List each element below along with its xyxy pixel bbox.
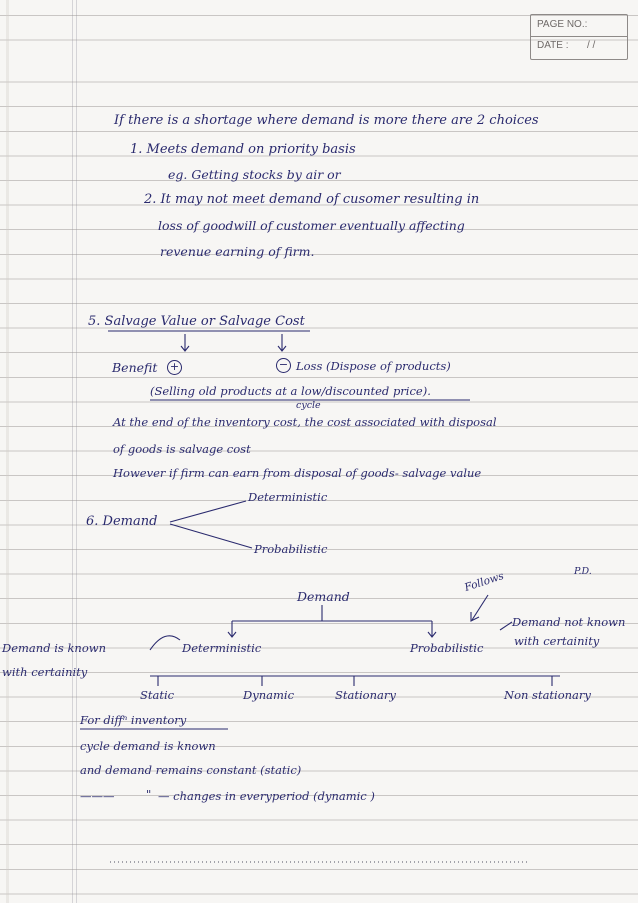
salvage-line-3: However if firm can earn from disposal of goods- salvage value [113, 466, 482, 480]
follows-arrow [472, 595, 488, 620]
note-line-4-quote: " [146, 787, 152, 801]
selling-note: (Selling old products at a low/discounted price). [150, 384, 431, 398]
cycle-insert: cycle [296, 400, 321, 411]
tree-stationary: Stationary [335, 688, 396, 702]
loss-label: Loss (Dispose of products) [296, 359, 451, 373]
demand-label: 6. Demand [86, 514, 158, 529]
shortage-line-4: 2. It may not meet demand of cusomer resulting in [144, 192, 480, 207]
shortage-line-6: revenue earning of firm. [160, 244, 315, 259]
plus-circle: + [167, 360, 182, 375]
shortage-line-5: loss of goodwill of customer eventually affecting [158, 218, 465, 233]
demand-deterministic-top: Deterministic [248, 490, 328, 504]
note-line-4-dash: ——— [80, 789, 115, 803]
known-line-2: with certainity [2, 665, 88, 679]
benefit-label: Benefit [112, 360, 158, 375]
date-label: DATE : [537, 40, 569, 51]
tree-dynamic: Dynamic [243, 688, 295, 702]
branch-up [170, 501, 246, 522]
pd-label: P.D. [574, 566, 592, 577]
note-line-3: and demand remains constant (static) [80, 763, 302, 777]
not-known-line-1: Demand not known [512, 615, 626, 629]
note-line-4: — changes in everyperiod (dynamic ) [158, 789, 375, 803]
shortage-line-1: If there is a shortage where demand is more there are 2 choices [114, 113, 539, 128]
not-known-line-2: with certainity [514, 634, 600, 648]
date-value: / / [587, 40, 596, 51]
tree-static: Static [140, 688, 175, 702]
demand-probabilistic-top: Probabilistic [254, 542, 328, 556]
shortage-line-3: eg. Getting stocks by air or [168, 167, 341, 182]
tree-non-stationary: Non stationary [504, 688, 591, 702]
branch-down [170, 524, 252, 548]
note-line-2: cycle demand is known [80, 739, 216, 753]
known-arrow [150, 636, 180, 650]
tree-root: Demand [297, 589, 350, 604]
salvage-line-2: of goods is salvage cost [113, 442, 251, 456]
salvage-heading: 5. Salvage Value or Salvage Cost [88, 314, 305, 329]
note-line-1: For diffⁿ inventory [80, 713, 187, 727]
not-known-arrow [500, 622, 512, 630]
shortage-line-2: 1. Meets demand on priority basis [130, 142, 356, 157]
tree-deterministic: Deterministic [182, 641, 262, 655]
salvage-line-1: At the end of the inventory cost, the cost associated with disposal [113, 415, 497, 429]
follows-label: Follows [463, 570, 506, 594]
known-line-1: Demand is known [2, 641, 106, 655]
tree-probabilistic: Probabilistic [410, 641, 484, 655]
minus-circle: − [276, 358, 291, 373]
page-no-label: PAGE NO.: [537, 19, 588, 30]
